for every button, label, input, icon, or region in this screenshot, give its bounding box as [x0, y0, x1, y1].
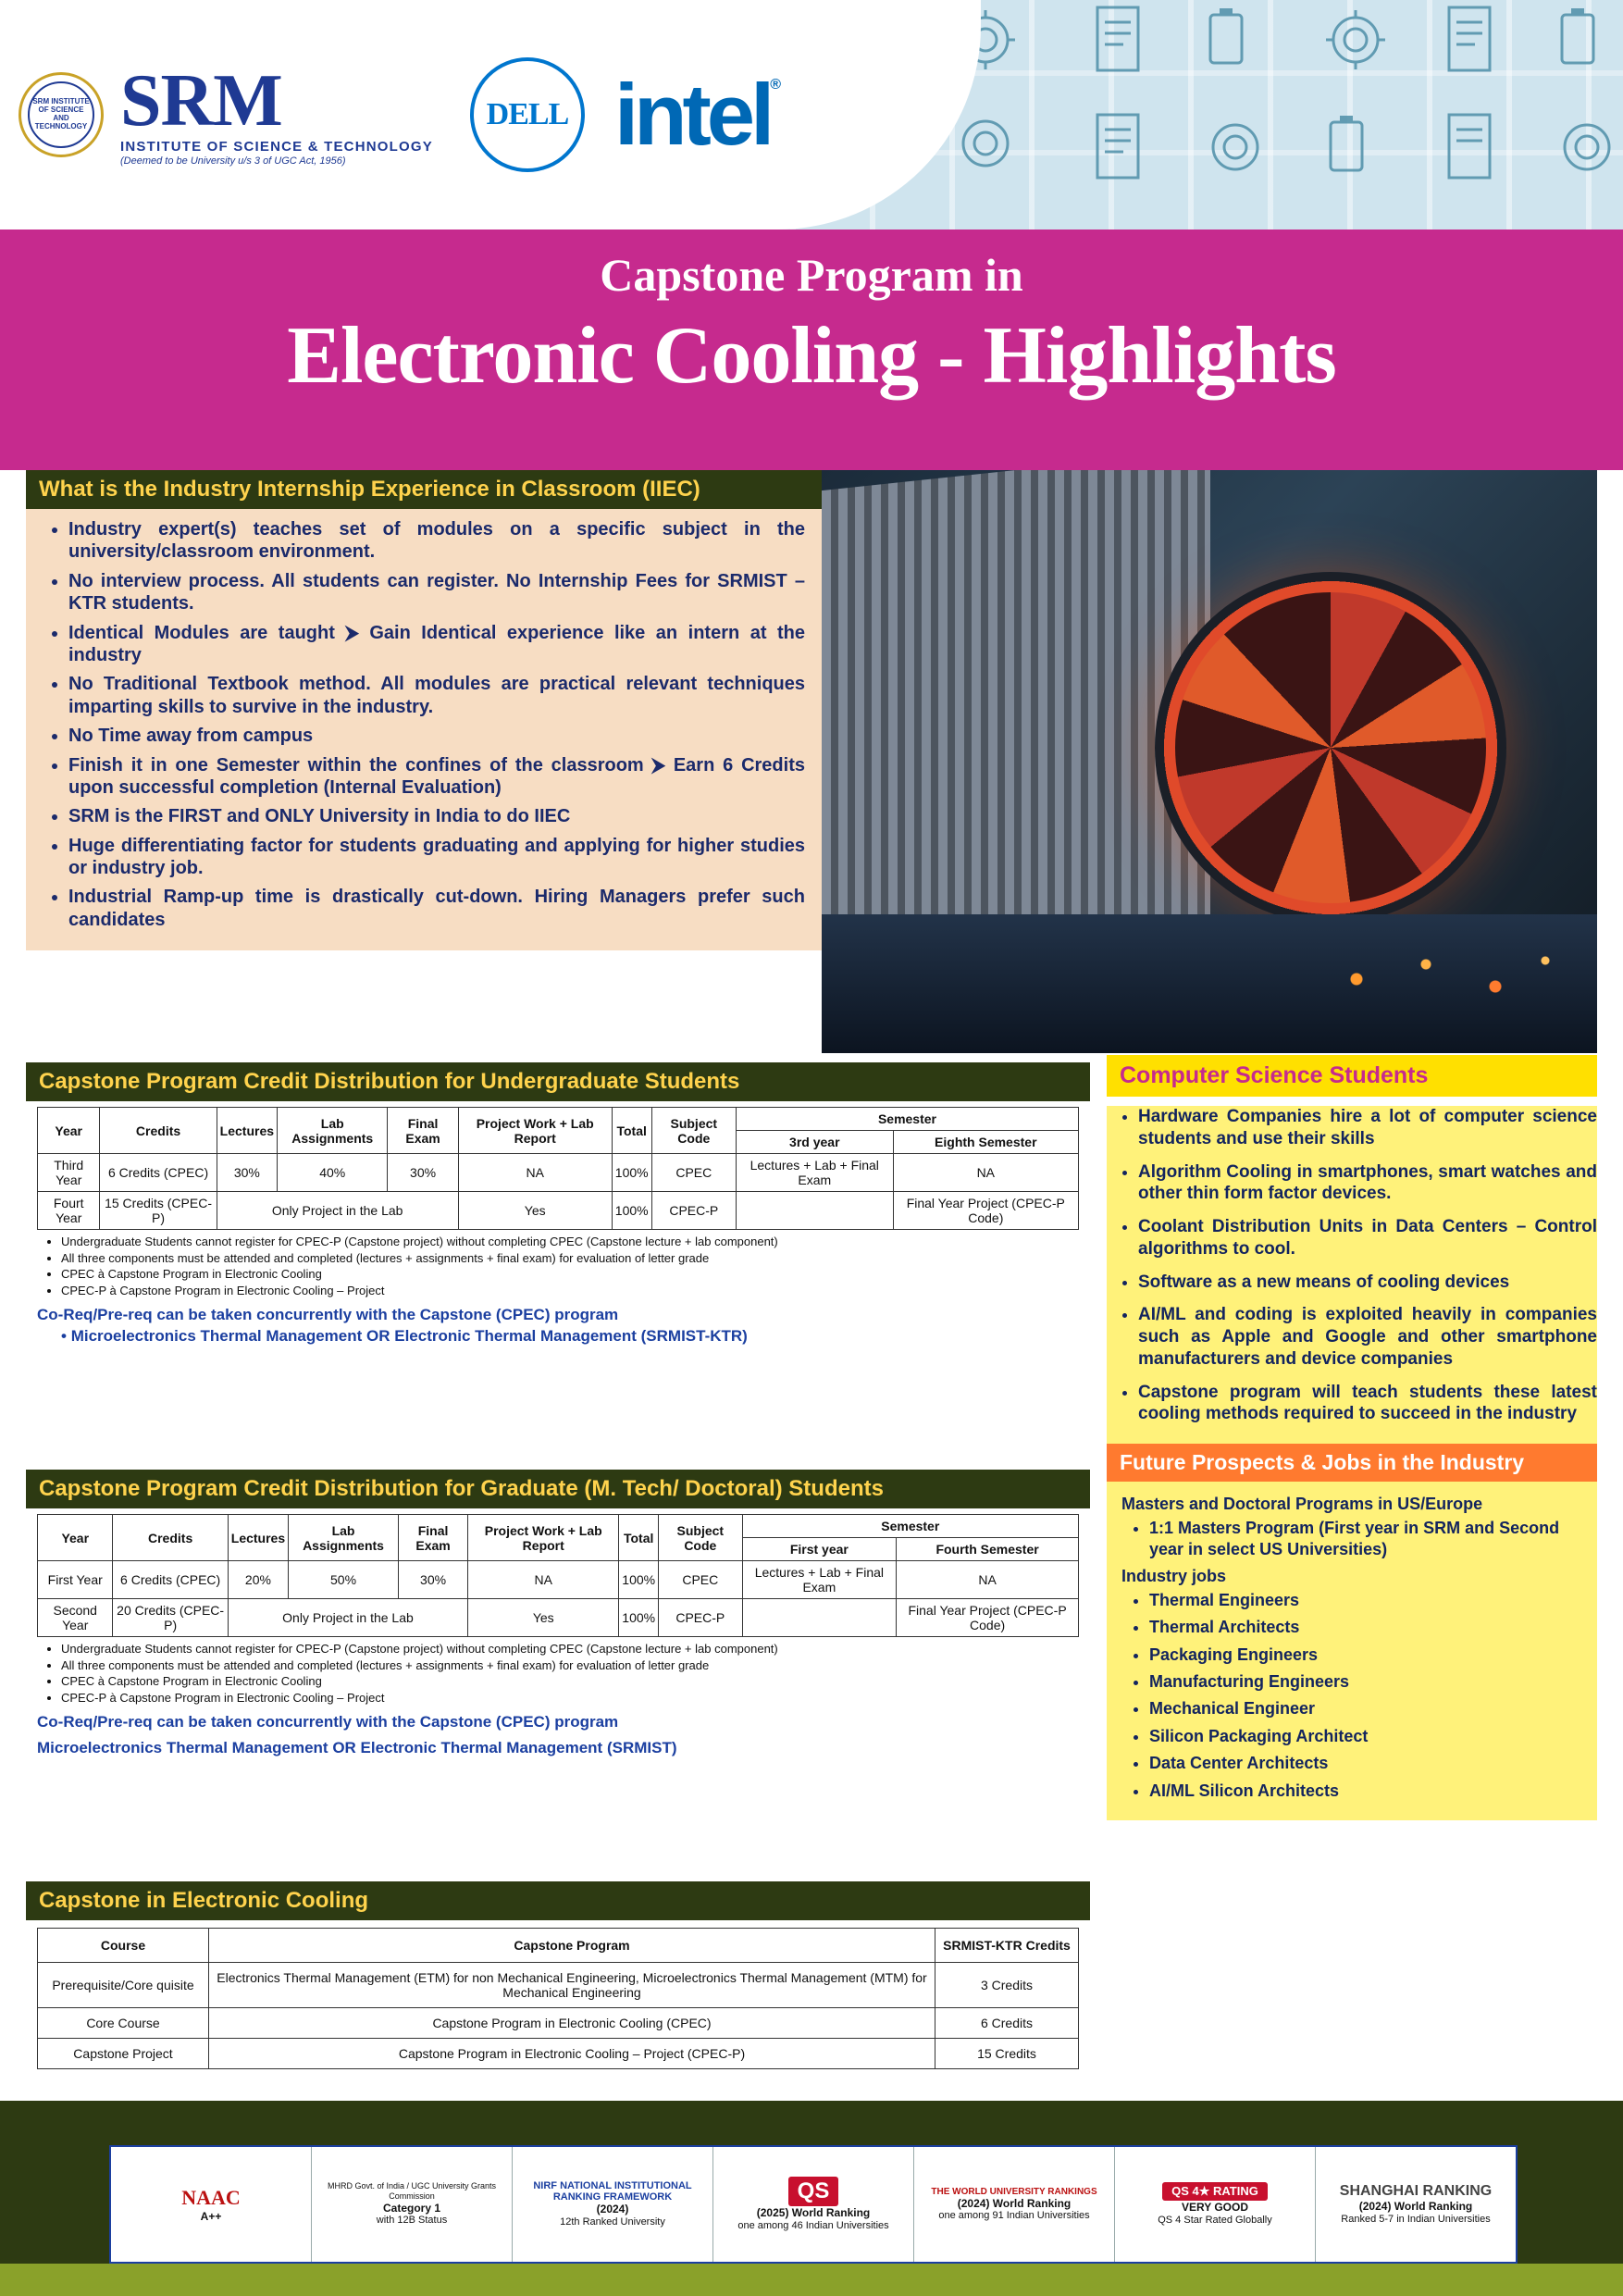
- nirf-rank: 12th Ranked University: [560, 2215, 665, 2228]
- col-credits: SRMIST-KTR Credits: [935, 1929, 1079, 1963]
- intel-logo-text: intel: [613, 66, 771, 163]
- ug-heading: Capstone Program Credit Distribution for Undergraduate Students: [26, 1062, 1090, 1101]
- list-item: • Thermal Engineers: [1149, 1590, 1582, 1611]
- list-item: • No Time away from campus: [68, 725, 805, 747]
- ugc-status: with 12B Status: [376, 2215, 448, 2227]
- srm-seal-icon: [19, 72, 104, 157]
- col-project: Project Work + Lab Report: [468, 1515, 619, 1561]
- list-item: • SRM is the FIRST and ONLY University in India to do IIEC: [68, 805, 805, 827]
- cell-credits: 6 Credits: [935, 2008, 1079, 2039]
- cell-sem1: [742, 1599, 897, 1637]
- table-row: [38, 1154, 1079, 1192]
- srm-logo-sub1: INSTITUTE OF SCIENCE & TECHNOLOGY: [120, 138, 433, 155]
- list-item: • Hardware Companies hire a lot of computer science students and use their skills: [1138, 1106, 1597, 1150]
- nirf-logo: NIRF NATIONAL INSTITUTIONAL RANKING FRAMEWORK: [533, 2180, 692, 2203]
- ug-credit-table: [37, 1107, 1079, 1230]
- led-lights: [1301, 942, 1579, 1016]
- cell-course: Capstone Project: [38, 2039, 209, 2069]
- srm-seal-label: SRM INSTITUTE OF SCIENCE AND TECHNOLOGY: [28, 81, 94, 148]
- capstone-heading: Capstone in Electronic Cooling: [26, 1881, 1090, 1920]
- table-row: [38, 2039, 1079, 2069]
- srm-logo-text: SRM: [120, 59, 282, 142]
- col-sem-2: Eighth Semester: [893, 1131, 1078, 1154]
- list-item: • Coolant Distribution Units in Data Centers – Control algorithms to cool.: [1138, 1216, 1597, 1260]
- right-column: [1107, 1055, 1597, 1820]
- document-icon: [1443, 111, 1495, 181]
- cell-credits: 6 Credits (CPEC): [100, 1154, 217, 1192]
- cell-credits: 15 Credits: [935, 2039, 1079, 2069]
- cell-code: CPEC-P: [651, 1192, 736, 1230]
- list-item: • No Traditional Textbook method. All modules are practical relevant techniques imparting skills to survive in the industry.: [68, 673, 805, 718]
- srm-logo: [120, 59, 433, 167]
- cell-total: 100%: [619, 1599, 659, 1637]
- list-item: • Undergraduate Students cannot register for CPEC-P (Capstone project) without completing CPEC (Capstone lecture + lab component): [61, 1641, 1079, 1657]
- cell-lab: 50%: [289, 1561, 399, 1599]
- ug-section: [26, 1062, 1090, 1346]
- list-item: • Huge differentiating factor for students graduating and applying for higher studies or industry job.: [68, 835, 805, 880]
- the-year: (2024) World Ranking: [957, 2196, 1072, 2210]
- col-semester: Semester: [742, 1515, 1078, 1538]
- cell-lab: 40%: [278, 1154, 388, 1192]
- future-heading: Future Prospects & Jobs in the Industry: [1107, 1444, 1597, 1482]
- pg-coreq-item: Microelectronics Thermal Management OR Electronic Thermal Management (SRMIST): [37, 1739, 677, 1757]
- cs-heading: Computer Science Students: [1107, 1055, 1597, 1097]
- col-lectures: Lectures: [228, 1515, 288, 1561]
- list-item: • Algorithm Cooling in smartphones, smart watches and other thin form factor devices.: [1138, 1161, 1597, 1206]
- col-credits: Credits: [100, 1108, 217, 1154]
- capstone-course-table: [37, 1928, 1079, 2069]
- iiec-body: [26, 509, 822, 950]
- cell-total: 100%: [612, 1192, 651, 1230]
- capstone-section: [26, 1881, 1090, 2069]
- future-jobs-list: [1121, 1590, 1582, 1802]
- cooling-hardware-photo: [822, 470, 1597, 1053]
- intel-registered-mark: ®: [770, 76, 781, 93]
- chip-icon: [953, 111, 1018, 176]
- pg-section: [26, 1470, 1090, 1757]
- main-content: [0, 470, 1623, 2296]
- title-line1: Capstone Program in: [600, 249, 1023, 301]
- list-item: • Finish it in one Semester within the confines of the classroom ⮞ Earn 6 Credits upon successful completion (Internal Evaluation): [68, 754, 805, 800]
- list-item: • CPEC à Capstone Program in Electronic Cooling: [61, 1673, 1079, 1690]
- qs-year: (2025) World Ranking: [756, 2206, 871, 2220]
- list-item: • Thermal Architects: [1149, 1617, 1582, 1638]
- cell-merged-project: Only Project in the Lab: [228, 1599, 467, 1637]
- accreditation-ugc: [312, 2147, 513, 2262]
- cell-code: CPEC-P: [659, 1599, 742, 1637]
- cooling-fan-icon: [1155, 572, 1506, 924]
- naac-logo: NAAC: [181, 2185, 241, 2209]
- list-item: • Packaging Engineers: [1149, 1644, 1582, 1666]
- logo-bar: [0, 0, 981, 230]
- future-masters-list: [1121, 1518, 1582, 1561]
- accreditation-nirf: [513, 2147, 713, 2262]
- cell-merged-project: Only Project in the Lab: [217, 1192, 458, 1230]
- cell-sem1: Lectures + Lab + Final Exam: [736, 1154, 893, 1192]
- col-lab: Lab Assignments: [278, 1108, 388, 1154]
- list-item: • Industry expert(s) teaches set of modules on a specific subject in the university/classroom environment.: [68, 518, 805, 564]
- col-lectures: Lectures: [217, 1108, 277, 1154]
- list-item: • Software as a new means of cooling devices: [1138, 1272, 1597, 1294]
- iiec-section: [26, 470, 822, 950]
- list-item: • All three components must be attended and completed (lectures + assignments + final exam) for evaluation of letter grade: [61, 1657, 1079, 1674]
- col-sem-2: Fourth Semester: [897, 1538, 1079, 1561]
- footer-green-strip: [0, 2264, 1623, 2296]
- cell-credits: 3 Credits: [935, 1963, 1079, 2008]
- col-subject-code: Subject Code: [651, 1108, 736, 1154]
- iiec-bullet-list: [43, 518, 805, 931]
- list-item: • AI/ML and coding is exploited heavily in companies such as Apple and Google and other smartphone manufacturers and device companies: [1138, 1304, 1597, 1370]
- col-credits: Credits: [113, 1515, 228, 1561]
- cell-sem2: NA: [897, 1561, 1079, 1599]
- dell-logo-text: DELL: [486, 97, 569, 131]
- cell-program: Electronics Thermal Management (ETM) for non Mechanical Engineering, Microelectronics Thermal Management (MTM) for Mechanical Engineering: [209, 1963, 935, 2008]
- accreditation-shanghai: [1316, 2147, 1516, 2262]
- cell-total: 100%: [619, 1561, 659, 1599]
- table-row: [38, 1192, 1079, 1230]
- cell-lectures: 20%: [228, 1561, 288, 1599]
- col-project: Project Work + Lab Report: [458, 1108, 612, 1154]
- list-item: • Industrial Ramp-up time is drastically cut-down. Hiring Managers prefer such candidates: [68, 886, 805, 931]
- cell-year: Fourt Year: [38, 1192, 100, 1230]
- pg-heading: Capstone Program Credit Distribution for Graduate (M. Tech/ Doctoral) Students: [26, 1470, 1090, 1508]
- battery-icon: [1203, 6, 1249, 70]
- iiec-heading: What is the Industry Internship Experience in Classroom (IIEC): [26, 470, 822, 509]
- col-semester: Semester: [736, 1108, 1078, 1131]
- chip-icon: [1555, 115, 1619, 180]
- cell-year: First Year: [38, 1561, 113, 1599]
- cell-program: Capstone Program in Electronic Cooling – Project (CPEC-P): [209, 2039, 935, 2069]
- accreditation-the: [914, 2147, 1115, 2262]
- list-item: • Silicon Packaging Architect: [1149, 1726, 1582, 1747]
- col-year: Year: [38, 1515, 113, 1561]
- the-logo: THE WORLD UNIVERSITY RANKINGS: [931, 2186, 1097, 2197]
- cell-year: Third Year: [38, 1154, 100, 1192]
- col-total: Total: [619, 1515, 659, 1561]
- cell-final: Yes: [458, 1192, 612, 1230]
- document-icon: [1092, 111, 1144, 181]
- shanghai-rank: Ranked 5-7 in Indian Universities: [1341, 2213, 1491, 2225]
- cell-total: 100%: [612, 1154, 651, 1192]
- cell-credits: 15 Credits (CPEC-P): [100, 1192, 217, 1230]
- list-item: • Mechanical Engineer: [1149, 1698, 1582, 1719]
- col-sem-1: 3rd year: [736, 1131, 893, 1154]
- list-item: • AI/ML Silicon Architects: [1149, 1781, 1582, 1802]
- battery-icon: [1555, 6, 1601, 70]
- cell-course: Core Course: [38, 2008, 209, 2039]
- list-item: • Capstone program will teach students these latest cooling methods required to succeed in the industry: [1138, 1382, 1597, 1426]
- ugc-logo: MHRD Govt. of India / UGC University Grants Commission: [327, 2181, 497, 2202]
- naac-grade: A++: [200, 2209, 222, 2223]
- list-item: • No interview process. All students can register. No Internship Fees for SRMIST – KTR students.: [68, 570, 805, 615]
- qs-stars-rating: VERY GOOD: [1181, 2201, 1249, 2215]
- col-total: Total: [612, 1108, 651, 1154]
- table-row: [38, 1561, 1079, 1599]
- cell-project: NA: [468, 1561, 619, 1599]
- page-title: Electronic Cooling - Highlights: [287, 311, 1336, 401]
- list-item: • CPEC à Capstone Program in Electronic Cooling: [61, 1266, 1079, 1283]
- future-subheading-masters: Masters and Doctoral Programs in US/Europe: [1121, 1495, 1483, 1513]
- accreditation-bar: [109, 2145, 1518, 2264]
- cell-sem2: NA: [893, 1154, 1078, 1192]
- cell-course: Prerequisite/Core quisite: [38, 1963, 209, 2008]
- document-icon: [1092, 4, 1144, 74]
- list-item: • CPEC-P à Capstone Program in Electronic Cooling – Project: [61, 1690, 1079, 1706]
- cell-code: CPEC: [651, 1154, 736, 1192]
- list-item: • 1:1 Masters Program (First year in SRM and Second year in select US Universities): [1149, 1518, 1582, 1561]
- list-item: • Manufacturing Engineers: [1149, 1671, 1582, 1693]
- cell-program: Capstone Program in Electronic Cooling (CPEC): [209, 2008, 935, 2039]
- cell-final: 30%: [388, 1154, 458, 1192]
- list-item: • CPEC-P à Capstone Program in Electronic Cooling – Project: [61, 1283, 1079, 1299]
- ug-coreq-item: • Microelectronics Thermal Management OR Electronic Thermal Management (SRMIST-KTR): [61, 1327, 748, 1346]
- cell-sem1: Lectures + Lab + Final Exam: [742, 1561, 897, 1599]
- cell-project: NA: [458, 1154, 612, 1192]
- dell-logo: [470, 57, 585, 172]
- col-final-exam: Final Exam: [388, 1108, 458, 1154]
- cs-bullet-list: [1107, 1106, 1597, 1425]
- col-sem-1: First year: [742, 1538, 897, 1561]
- document-icon: [1443, 4, 1495, 74]
- cs-body: [1107, 1106, 1597, 1444]
- shanghai-logo: SHANGHAI RANKING: [1339, 2183, 1493, 2200]
- col-year: Year: [38, 1108, 100, 1154]
- future-body: [1107, 1482, 1597, 1820]
- cell-sem1: [736, 1192, 893, 1230]
- intel-logo: [614, 65, 781, 165]
- cell-sem2: Final Year Project (CPEC-P Code): [897, 1599, 1079, 1637]
- list-item: • Identical Modules are taught ⮞ Gain Identical experience like an intern at the industry: [68, 622, 805, 667]
- the-rank: one among 91 Indian Universities: [938, 2210, 1090, 2222]
- ug-coreq-item-text: Microelectronics Thermal Management OR Electronic Thermal Management (SRMIST-KTR): [70, 1327, 748, 1346]
- shanghai-year: (2024) World Ranking: [1358, 2200, 1473, 2214]
- ug-coreq-note: Co-Req/Pre-req can be taken concurrently with the Capstone (CPEC) program: [37, 1306, 619, 1324]
- qs-logo: QS: [788, 2177, 839, 2206]
- pg-credit-table: [37, 1514, 1079, 1637]
- future-subheading-jobs: Industry jobs: [1121, 1566, 1227, 1585]
- table-row: [38, 2008, 1079, 2039]
- cell-lectures: 30%: [217, 1154, 277, 1192]
- nirf-year: (2024): [596, 2203, 629, 2216]
- cell-sem2: Final Year Project (CPEC-P Code): [893, 1192, 1078, 1230]
- cell-credits: 6 Credits (CPEC): [113, 1561, 228, 1599]
- col-capstone-program: Capstone Program: [209, 1929, 935, 1963]
- qs-stars-logo: QS 4★ RATING: [1162, 2182, 1268, 2201]
- qs-rank: one among 46 Indian Universities: [737, 2219, 889, 2231]
- col-course: Course: [38, 1929, 209, 1963]
- cell-code: CPEC: [659, 1561, 742, 1599]
- table-row: [38, 1963, 1079, 2008]
- chip-icon: [1323, 7, 1388, 72]
- cell-credits: 20 Credits (CPEC-P): [113, 1599, 228, 1637]
- accreditation-qs-world: [713, 2147, 914, 2262]
- list-item: • Data Center Architects: [1149, 1753, 1582, 1774]
- cell-final: 30%: [398, 1561, 467, 1599]
- battery-icon: [1323, 113, 1369, 178]
- cell-final: Yes: [468, 1599, 619, 1637]
- col-subject-code: Subject Code: [659, 1515, 742, 1561]
- list-item: • Undergraduate Students cannot register for CPEC-P (Capstone project) without completing CPEC (Capstone lecture + lab component): [61, 1234, 1079, 1250]
- pg-notes: [37, 1641, 1079, 1706]
- accreditation-qs-stars: [1115, 2147, 1316, 2262]
- col-lab: Lab Assignments: [289, 1515, 399, 1561]
- list-item: • All three components must be attended and completed (lectures + assignments + final exam) for evaluation of letter grade: [61, 1250, 1079, 1267]
- ug-notes: [37, 1234, 1079, 1298]
- cell-year: Second Year: [38, 1599, 113, 1637]
- srm-logo-sub2: (Deemed to be University u/s 3 of UGC Act, 1956): [120, 155, 346, 167]
- col-final-exam: Final Exam: [398, 1515, 467, 1561]
- chip-icon: [1203, 115, 1268, 180]
- ugc-category: Category 1: [382, 2202, 441, 2215]
- qs-stars-desc: QS 4 Star Rated Globally: [1158, 2214, 1272, 2226]
- page-header: [0, 0, 1623, 230]
- accreditation-naac: [111, 2147, 312, 2262]
- pg-coreq-note: Co-Req/Pre-req can be taken concurrently with the Capstone (CPEC) program: [37, 1713, 619, 1731]
- title-banner: [0, 230, 1623, 470]
- table-row: [38, 1599, 1079, 1637]
